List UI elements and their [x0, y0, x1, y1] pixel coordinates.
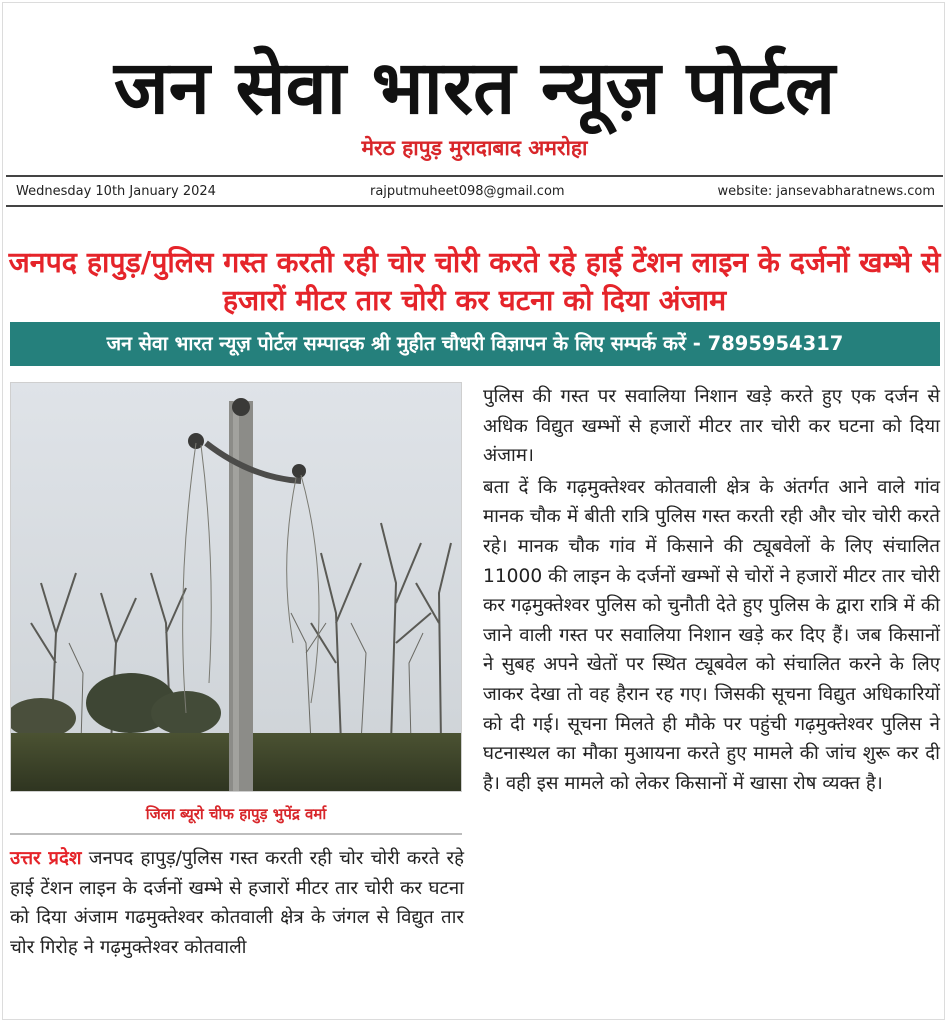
dateline: उत्तर प्रदेश [10, 848, 82, 869]
portal-title: जन सेवा भारत न्यूज़ पोर्टल [113, 45, 836, 131]
publish-date: Wednesday 10th January 2024 [16, 184, 216, 199]
website-link[interactable]: website: jansevabharatnews.com [717, 184, 935, 199]
info-bar [6, 175, 943, 207]
paragraph-1: पुलिस की गस्त पर सवालिया निशान खड़े करते हुए एक दर्जन से अधिक विद्युत खम्भों से हजारों मीटर तार चोरी कर घटना को दिया अंजाम। [483, 386, 940, 467]
electric-pole-photo [11, 383, 462, 792]
lead-text: जनपद हापुड़/पुलिस गस्त करती रही चोर चोरी करते रहे हाई टेंशन लाइन के दर्जनों खम्भे से हजारों मीटर तार चोरी कर घटना को दिया अंजाम गढमुक्तेश्वर कोतवाली क्षेत्र के जंगल से विद्युत तार चोर गिरोह ने गढ़मुक्तेश्वर कोतवाली [10, 848, 464, 958]
article-lead [10, 844, 464, 962]
contact-email[interactable]: rajputmuheet098@gmail.com [370, 184, 565, 199]
article-body [483, 382, 940, 800]
article-photo [10, 382, 462, 792]
advertisement-banner: जन सेवा भारत न्यूज़ पोर्टल सम्पादक श्री मुहीत चौधरी विज्ञापन के लिए सम्पर्क करें - 7895954317 [10, 322, 940, 366]
portal-regions: मेरठ हापुड़ मुरादाबाद अमरोहा [361, 136, 588, 160]
paragraph-2: बता दें कि गढ़मुक्तेश्वर कोतवाली क्षेत्र के अंतर्गत आने वाले गांव मानक चौक में बीती रात्रि पुलिस गस्त करती रही और चोर चोरी करते रहे। मानक चौक गांव में किसाने की ट्यूबवेलों के लिए संचालित 11000 की लाइन के दर्जनों खम्भों से चोरों ने हजारों मीटर तार चोरी कर गढ़मुक्तेश्वर पुलिस को चुनौती देते हुए पुलिस के द्वारा रात्रि में की जाने वाली गस्त पर सवालिया निशान खड़े कर दिए हैं। जब किसानों ने सुबह अपने खेतों पर स्थित ट्यूबवेल को संचालित करने के लिए जाकर देखा तो वह हैरान रह गए। जिसकी सूचना विद्युत अधिकारियों को दी गई। सूचना मिलते ही मौके पर पहुंची गढ़मुक्तेश्वर पुलिस ने घटनास्थल का मौका मुआयना करते हुए मामले की जांच शुरू कर दी है। वही इस मामले को लेकर किसानों में खासा रोष व्यक्त है। [483, 476, 940, 794]
photo-caption: जिला ब्यूरो चीफ हापुड़ भुपेंद्र वर्मा [145, 805, 327, 823]
article-headline: जनपद हापुड़/पुलिस गस्त करती रही चोर चोरी करते रहे हाई टेंशन लाइन के दर्जनों खम्भे से हजारों मीटर तार चोरी कर घटना को दिया अंजाम [8, 246, 941, 317]
divider [10, 833, 462, 835]
